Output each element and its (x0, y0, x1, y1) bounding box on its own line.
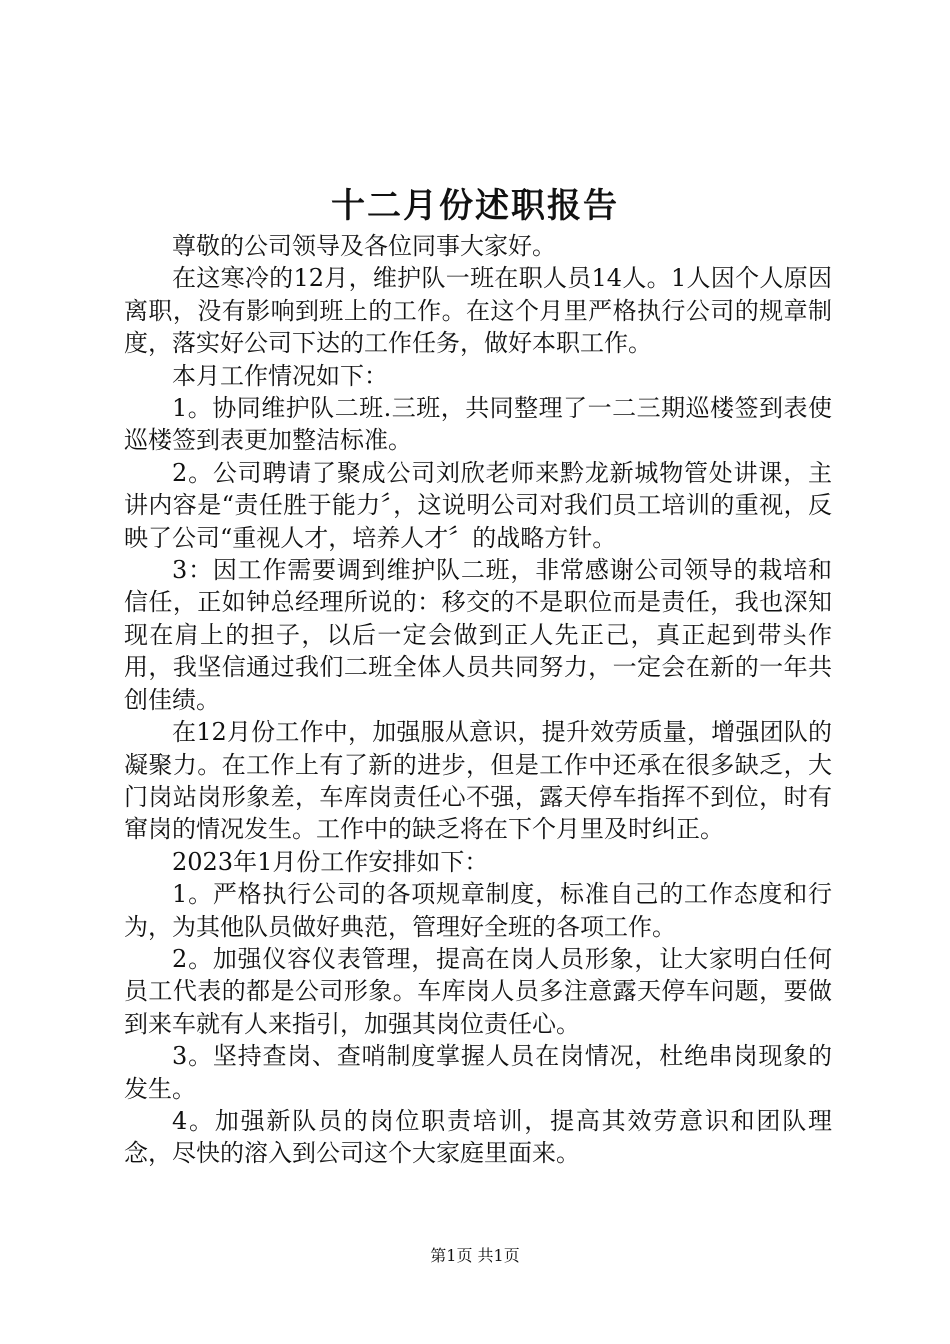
paragraph-plan-1: 1。严格执行公司的各项规章制度，标准自己的工作态度和行为，为其他队员做好典范，管理好全班的各项工作。 (124, 880, 832, 941)
page-footer: 第1页 共1页 (430, 1246, 520, 1265)
paragraph-item-1: 1。协同维护队二班.三班，共同整理了一二三期巡楼签到表使巡楼签到表更加整洁标准。 (124, 394, 832, 455)
paragraph-plan-3: 3。坚持查岗、查哨制度掌握人员在岗情况，杜绝串岗现象的发生。 (124, 1042, 832, 1103)
paragraph-december-review: 在12月份工作中，加强服从意识，提升效劳质量，增强团队的凝聚力。在工作上有了新的进步，但是工作中还承在很多缺乏，大门岗站岗形象差，车库岗责任心不强，露天停车指挥不到位，时有窜岗的情况发生。工作中的缺乏将在下个月里及时纠正。 (124, 718, 832, 844)
document-title: 十二月份述职报告 (331, 186, 619, 226)
paragraph-plan-4: 4。加强新队员的岗位职责培训，提高其效劳意识和团队理念，尽快的溶入到公司这个大家庭里面来。 (124, 1106, 832, 1168)
paragraph-item-2: 2。公司聘请了聚成公司刘欣老师来黔龙新城物管处讲课，主讲内容是“责任胜于能力〞，这说明公司对我们员工培训的重视，反映了公司“重视人才，培养人才〞的战略方针。 (124, 458, 832, 552)
paragraph-intro: 在这寒冷的12月，维护队一班在职人员14人。1人因个人原因离职，没有影响到班上的工作。在这个月里严格执行公司的规章制度，落实好公司下达的工作任务，做好本职工作。 (124, 264, 832, 358)
paragraph-plan-2: 2。加强仪容仪表管理，提高在岗人员形象，让大家明白任何员工代表的都是公司形象。车库岗人员多注意露天停车问题，要做到来车就有人来指引，加强其岗位责任心。 (124, 944, 832, 1038)
paragraph-item-3: 3：因工作需要调到维护队二班，非常感谢公司领导的栽培和信任，正如钟总经理所说的：移交的不是职位而是责任，我也深知现在肩上的担子，以后一定会做到正人先正己，真正起到带头作用，我坚信通过我们二班全体人员共同努力，一定会在新的一年共创佳绩。 (124, 556, 832, 714)
document-body (124, 230, 832, 1170)
paragraph-month-summary-heading: 本月工作情况如下： (172, 361, 388, 390)
paragraph-greeting: 尊敬的公司领导及各位同事大家好。 (172, 232, 556, 260)
paragraph-january-plan-heading: 2023年1月份工作安排如下： (172, 847, 489, 876)
